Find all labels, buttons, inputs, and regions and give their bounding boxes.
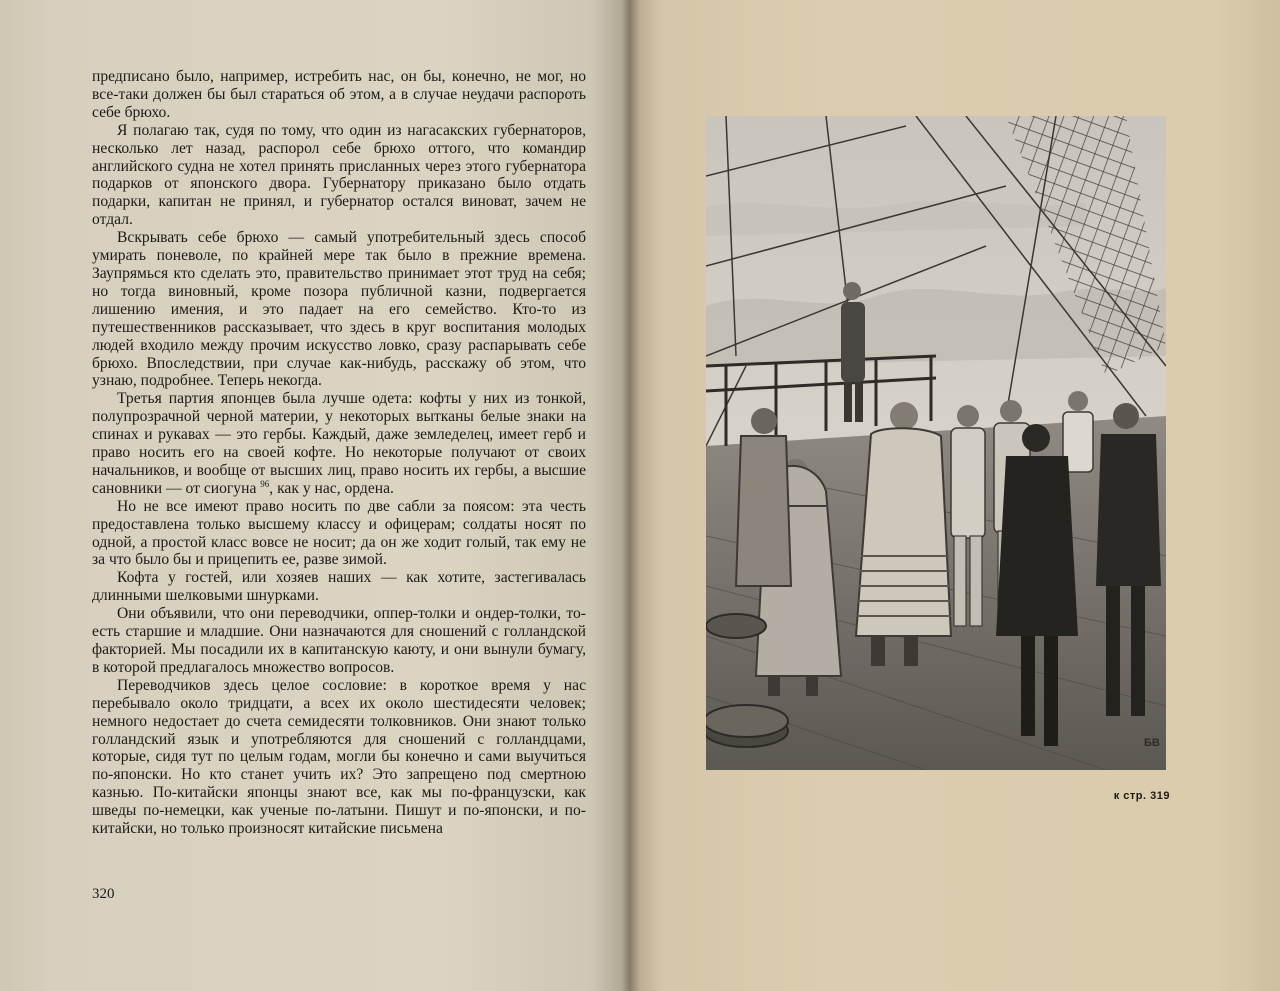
paragraph: [92, 390, 586, 497]
illustration-caption: к стр. 319: [1113, 790, 1170, 802]
page-number: 320: [92, 886, 115, 902]
paragraph-text: , как у нас, ордена.: [269, 479, 394, 497]
body-text: [92, 68, 586, 838]
artist-signature: БВ: [1144, 737, 1160, 749]
left-page: [0, 0, 630, 991]
paragraph: предписано было, например, истребить нас, он бы, конечно, не мог, но все-таки должен бы был стараться об этом, а в случае неудачи распороть себе брюхо.: [92, 68, 586, 121]
footnote-mark: 96: [260, 478, 270, 489]
paragraph: Они объявили, что они переводчики, оппер-толки и ондер-толки, то-есть старшие и младшие. Они назначаются для сношений с голландской факторией. Мы посадили их в капитанскую каюту, и они вынули бумагу, в которой предлагалось множество вопросов.: [92, 605, 586, 676]
book-gutter: [622, 0, 640, 991]
standing-interpreter: [856, 402, 951, 666]
paragraph: Вскрывать себе брюхо — самый употребительный здесь способ умирать поневоле, по крайней мере так было в прежние времена. Заупрямься кто сделать это, правительство принимает этот труд на себя; но тогда виновный, кроме позора публичной казни, подвергается лишению имения, и это падает на его семейство. Кто-то из путешественников рассказывает, что здесь в круг воспитания молодых людей входило между прочим искусство ловко, сразу распарывать себе брюхо. Впоследствии, при случае как-нибудь, расскажу об этом, что узнаю, подробнее. Теперь некогда.: [92, 229, 586, 390]
paragraph: Переводчиков здесь целое сословие: в короткое время у нас перебывало около тридцати, а всех их около шестидесяти человек; немного недостает до счета семидесяти толковников. Они знают только голландский язык и употребляются для сношений с голландцами, которые, сидя тут по целым годам, могли бы конечно и сами выучиться по-японски. Но кто станет учить их? Это запрещено под смертною казнью. По-китайски японцы знают все, как мы по-французски, как шведы по-немецки, как ученые по-латыни. Пишут и по-японски, и по-китайски, но только произносят китайские письмена: [92, 676, 586, 838]
paragraph: Я полагаю так, судя по тому, что один из нагасакских губернаторов, несколько лет назад, распорол себе брюхо оттого, что командир английского судна не хотел принять присланных через этого губернатора подарков от японского двора. Губернатору приказано было отдать подарки, капитан не принял, и губернатор остался виноват, зачем не отдал.: [92, 121, 586, 229]
paragraph-text: Третья партия японцев была лучше одета: кофты у них из тонкой, полупрозрачной черной материи, у некоторых вытканы белые знаки на спинах и рукавах — это гербы. Каждый, даже земледелец, имеет герб и право носить его на своей кофте. Но некоторые получают от своих начальников, и вообще от высших лиц, право носить их гербы, а высшие сановники — от сиогуна: [92, 390, 586, 497]
illustration: [706, 116, 1166, 770]
paragraph: Кофта у гостей, или хозяев наших — как хотите, застегивалась длинными шелковыми шнурками.: [92, 569, 586, 605]
paragraph: Но не все имеют право носить по две сабли за поясом: эта честь предоставлена только высшему классу и офицерам; солдаты носят по одной, а простой класс вовсе не носит; да он же ходит голый, так ему не за что было бы и прицепить ее, разве зимой.: [92, 497, 586, 569]
